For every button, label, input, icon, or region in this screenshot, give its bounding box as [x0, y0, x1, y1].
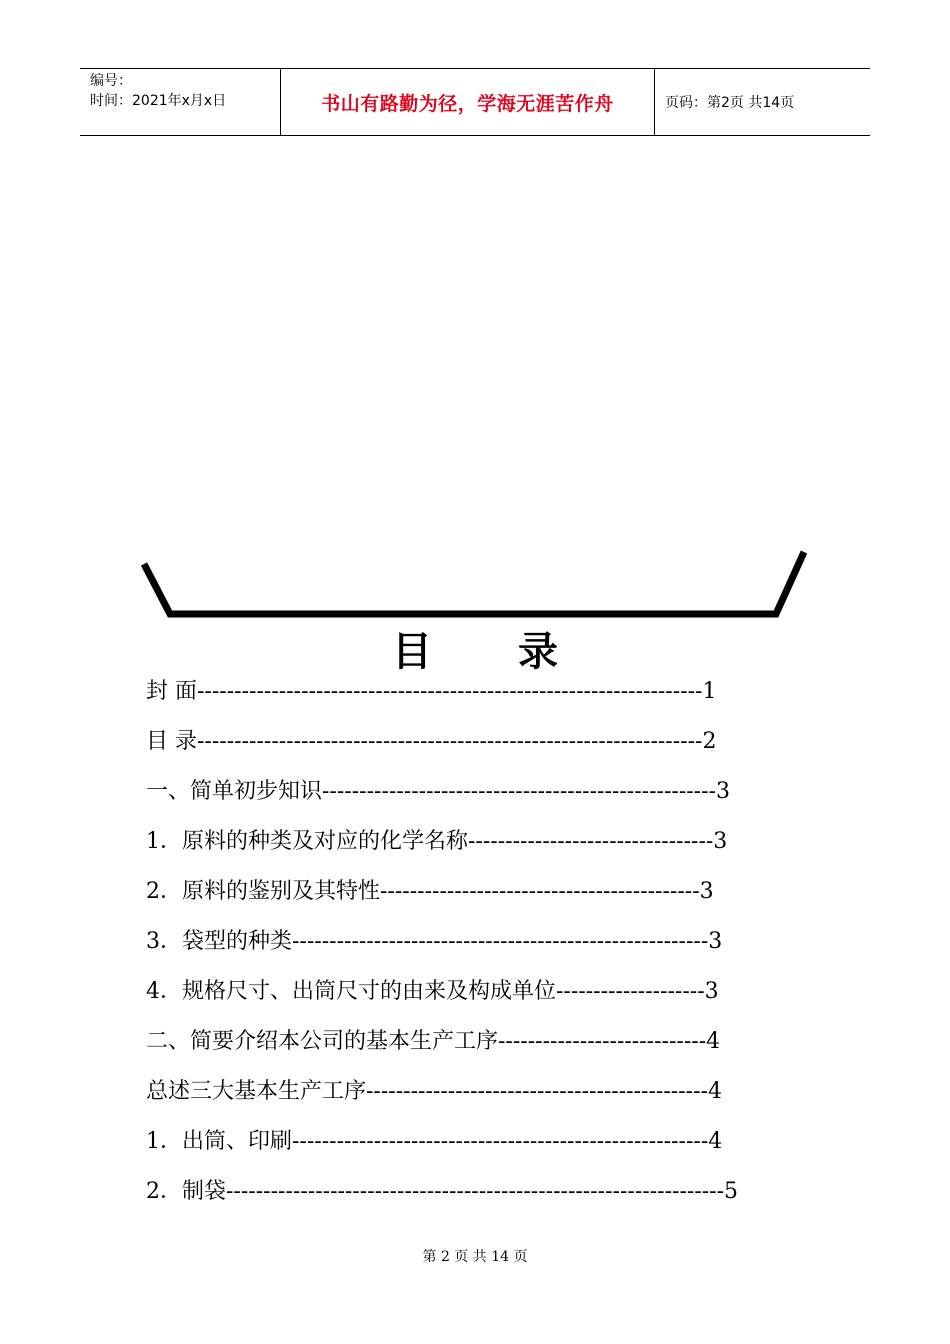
toc-title: 目 录: [392, 628, 594, 675]
toc-entry[interactable]: 一、简单初步知识-----------------------------------------------------3: [146, 779, 730, 804]
toc-entry[interactable]: 2．原料的鉴别及其特性-------------------------------------------3: [146, 879, 714, 904]
toc-entry[interactable]: 封 面--------------------------------------------------------------------1: [146, 679, 717, 704]
motto-text: 书山有路勤为径，学海无涯苦作舟: [321, 92, 614, 115]
page-header: [80, 68, 870, 136]
toc-entry[interactable]: 4．规格尺寸、出筒尺寸的由来及构成单位--------------------3: [146, 979, 719, 1004]
toc-entry[interactable]: 2．制袋-------------------------------------------------------------------5: [146, 1179, 739, 1204]
toc-entry[interactable]: 二、简要介绍本公司的基本生产工序----------------------------4: [146, 1029, 721, 1054]
toc-entry[interactable]: 1．出筒、印刷--------------------------------------------------------4: [146, 1129, 723, 1154]
page-info: 页码：第2页 共14页: [665, 95, 795, 111]
header-motto-cell: [281, 69, 655, 135]
toc-entry[interactable]: 总述三大基本生产工序----------------------------------------------4: [146, 1079, 722, 1104]
toc-entry[interactable]: 3．袋型的种类--------------------------------------------------------3: [146, 929, 723, 954]
footer-page-number: 第 2 页 共 14 页: [422, 1249, 528, 1265]
header-meta-cell: [80, 69, 281, 135]
toc-entry[interactable]: 目 录--------------------------------------------------------------------2: [146, 729, 717, 754]
decorative-bracket: [138, 548, 810, 620]
header-page-cell: [655, 69, 870, 135]
toc-list: [146, 672, 806, 1222]
number-label: 编号：: [90, 73, 132, 89]
time-label: 时间：2021年x月x日: [90, 93, 227, 109]
page-footer: [0, 1246, 950, 1266]
toc-entry[interactable]: 1．原料的种类及对应的化学名称---------------------------------3: [146, 829, 728, 854]
